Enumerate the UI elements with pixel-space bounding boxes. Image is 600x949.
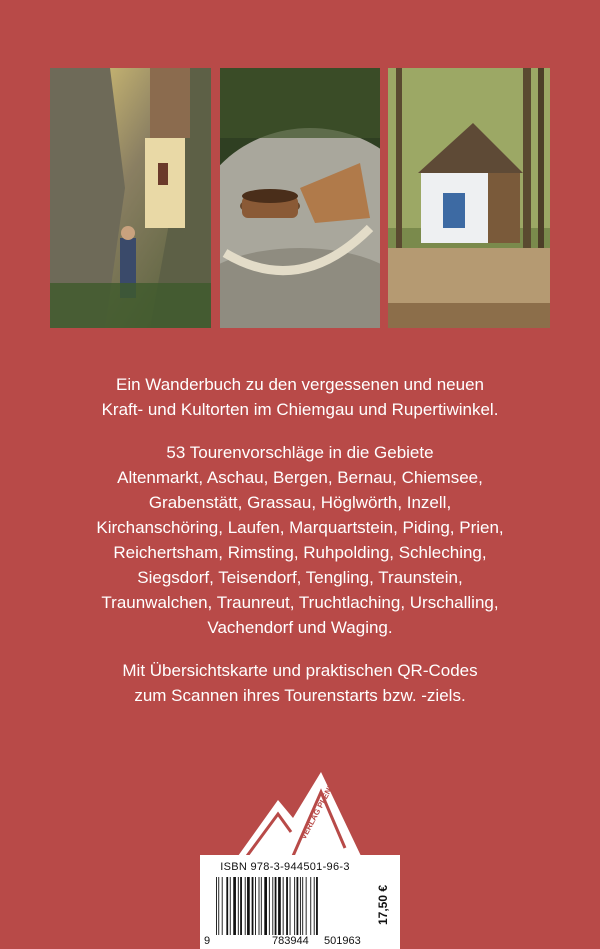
barcode-bar (278, 877, 281, 935)
intro-line: Ein Wanderbuch zu den vergessenen und neuen (116, 375, 484, 394)
barcode-bar (240, 877, 242, 935)
barcode-bar (290, 877, 291, 935)
barcode-bar (238, 877, 239, 935)
barcode-bar (261, 877, 262, 935)
features-line: zum Scannen ihres Tourenstarts bzw. -ziels. (134, 686, 466, 705)
price-label (372, 865, 394, 945)
barcode-bars (214, 877, 364, 935)
tours-line: Altenmarkt, Aschau, Bergen, Bernau, Chiemsee, (117, 468, 483, 487)
barcode-bar (222, 877, 223, 935)
barcode-bar (226, 877, 228, 935)
barcode-bar (297, 877, 299, 935)
intro-paragraph (40, 372, 560, 422)
photo-forest-chapel (388, 68, 550, 328)
price-text: 17,50 € (376, 884, 390, 926)
tours-line: Grabenstätt, Grassau, Höglwörth, Inzell, (148, 493, 452, 512)
barcode-bar (314, 877, 315, 935)
tours-line: Siegsdorf, Teisendorf, Tengling, Traunstein, (137, 568, 463, 587)
tours-line: Kirchanschöring, Laufen, Marquartstein, Piding, Prien, (96, 518, 504, 537)
intro-line: Kraft- und Kultorten im Chiemgau und Rupertiwinkel. (101, 400, 499, 419)
barcode-bar (216, 877, 217, 935)
barcode-bar (306, 877, 307, 935)
barcode-bar (255, 877, 256, 935)
features-line: Mit Übersichtskarte und praktischen QR-Codes (122, 661, 478, 680)
barcode-bar (252, 877, 254, 935)
barcode-digit-group-left: 783944 (272, 935, 309, 947)
barcode-bar (247, 877, 250, 935)
tours-line: Vachendorf und Waging. (207, 618, 393, 637)
barcode-digit-prefix: 9 (204, 935, 211, 947)
barcode-bar (272, 877, 273, 935)
barcode-bar (259, 877, 260, 935)
barcode-bar (300, 877, 301, 935)
tours-paragraph (40, 440, 560, 640)
barcode-digit-group-right: 501963 (324, 935, 361, 947)
barcode-bar (218, 877, 219, 935)
barcode-bar (316, 877, 318, 935)
barcode-bar (245, 877, 246, 935)
cover-photo-strip (50, 68, 550, 328)
tours-line: Reichertsham, Rimsting, Ruhpolding, Schleching, (113, 543, 487, 562)
barcode-bar (264, 877, 267, 935)
photo-rock-passage (50, 68, 211, 328)
barcode-bar (286, 877, 288, 935)
barcode-bar (294, 877, 295, 935)
publisher-logo (233, 770, 363, 856)
isbn-text: ISBN 978-3-944501-96-3 (220, 861, 350, 873)
barcode-bar (269, 877, 270, 935)
features-paragraph (40, 658, 560, 708)
tours-line: 53 Tourenvorschläge in die Gebiete (166, 443, 434, 462)
barcode-label (200, 855, 400, 949)
tours-line: Traunwalchen, Traunreut, Truchtlaching, Urschalling, (101, 593, 499, 612)
photo-offering-bowl (220, 68, 380, 328)
barcode-bar (283, 877, 284, 935)
barcode-bar (233, 877, 236, 935)
barcode-bar (275, 877, 277, 935)
barcode-bar (230, 877, 231, 935)
publisher-logo-text: VERLAG PLENK (298, 781, 337, 841)
barcode-bar (310, 877, 311, 935)
barcode-bar (302, 877, 303, 935)
